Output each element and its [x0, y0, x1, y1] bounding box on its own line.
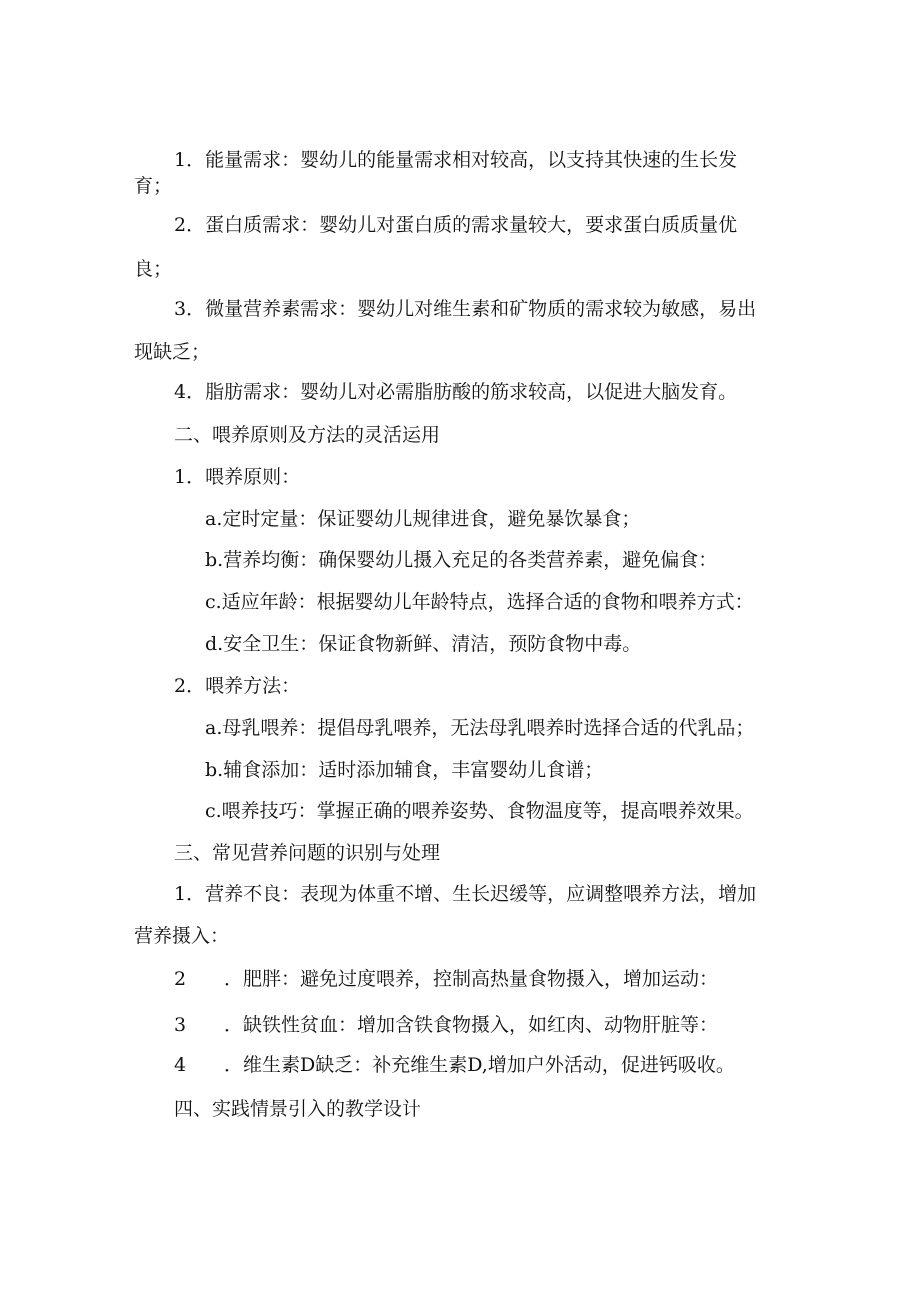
- list-item-method-a: a.母乳喂养：提倡母乳喂养，无法母乳喂养时选择合适的代乳品；: [205, 717, 755, 739]
- list-item-principle-c: c.适应年龄：根据婴幼儿年龄特点，选择合适的食物和喂养方式：: [205, 591, 754, 613]
- section-heading-4: 四、实践情景引入的教学设计: [174, 1098, 422, 1120]
- list-item-principle-d: d.安全卫生：保证食物新鲜、清洁，预防食物中毒。: [205, 633, 642, 655]
- list-number-vitamin-d: 4: [174, 1054, 187, 1076]
- list-number-obesity: 2: [174, 968, 187, 990]
- list-number-anemia: 3: [174, 1014, 187, 1036]
- paragraph-anemia: ．缺铁性贫血：增加含铁食物摄入，如红肉、动物肝脏等：: [224, 1014, 719, 1036]
- paragraph-malnutrition-line1: 1．营养不良：表现为体重不增、生长迟缓等，应调整喂养方法，增加: [174, 883, 757, 905]
- list-item-principle-a: a.定时定量：保证婴幼儿规律进食，避免暴饮暴食；: [205, 508, 641, 530]
- paragraph-energy-line2: 育；: [134, 175, 173, 197]
- paragraph-protein-line2: 良；: [134, 258, 173, 280]
- paragraph-obesity: ．肥胖：避免过度喂养，控制高热量食物摄入，增加运动：: [224, 968, 719, 990]
- paragraph-energy-line1: 1．能量需求：婴幼儿的能量需求相对较高，以支持其快速的生长发: [174, 149, 738, 171]
- subheading-feeding-principles: 1．喂养原则：: [174, 466, 301, 488]
- subheading-feeding-methods: 2．喂养方法：: [174, 675, 301, 697]
- list-item-principle-b: b.营养均衡：确保婴幼儿摄入充足的各类营养素，避免偏食：: [205, 549, 718, 571]
- paragraph-micronutrient-line1: 3．微量营养素需求：婴幼儿对维生素和矿物质的需求较为敏感，易出: [174, 298, 757, 320]
- list-item-method-b: b.辅食添加：适时添加辅食，丰富婴幼儿食谱；: [205, 759, 604, 781]
- paragraph-protein-line1: 2．蛋白质需求：婴幼儿对蛋白质的需求量较大，要求蛋白质质量优: [174, 214, 738, 236]
- section-heading-3: 三、常见营养问题的识别与处理: [174, 842, 441, 864]
- section-heading-2: 二、喂养原则及方法的灵活运用: [174, 424, 441, 446]
- paragraph-fat: 4．脂肪需求：婴幼儿对必需脂肪酸的筋求较高，以促进大脑发育。: [174, 381, 738, 403]
- paragraph-malnutrition-line2: 营养摄入：: [134, 925, 230, 947]
- paragraph-micronutrient-line2: 现缺乏；: [134, 341, 211, 363]
- paragraph-vitamin-d: ．维生素D缺乏：补充维生素D,增加户外活动，促进钙吸收。: [224, 1054, 735, 1076]
- list-item-method-c: c.喂养技巧：掌握正确的喂养姿势、食物温度等，提高喂养效果。: [205, 800, 754, 822]
